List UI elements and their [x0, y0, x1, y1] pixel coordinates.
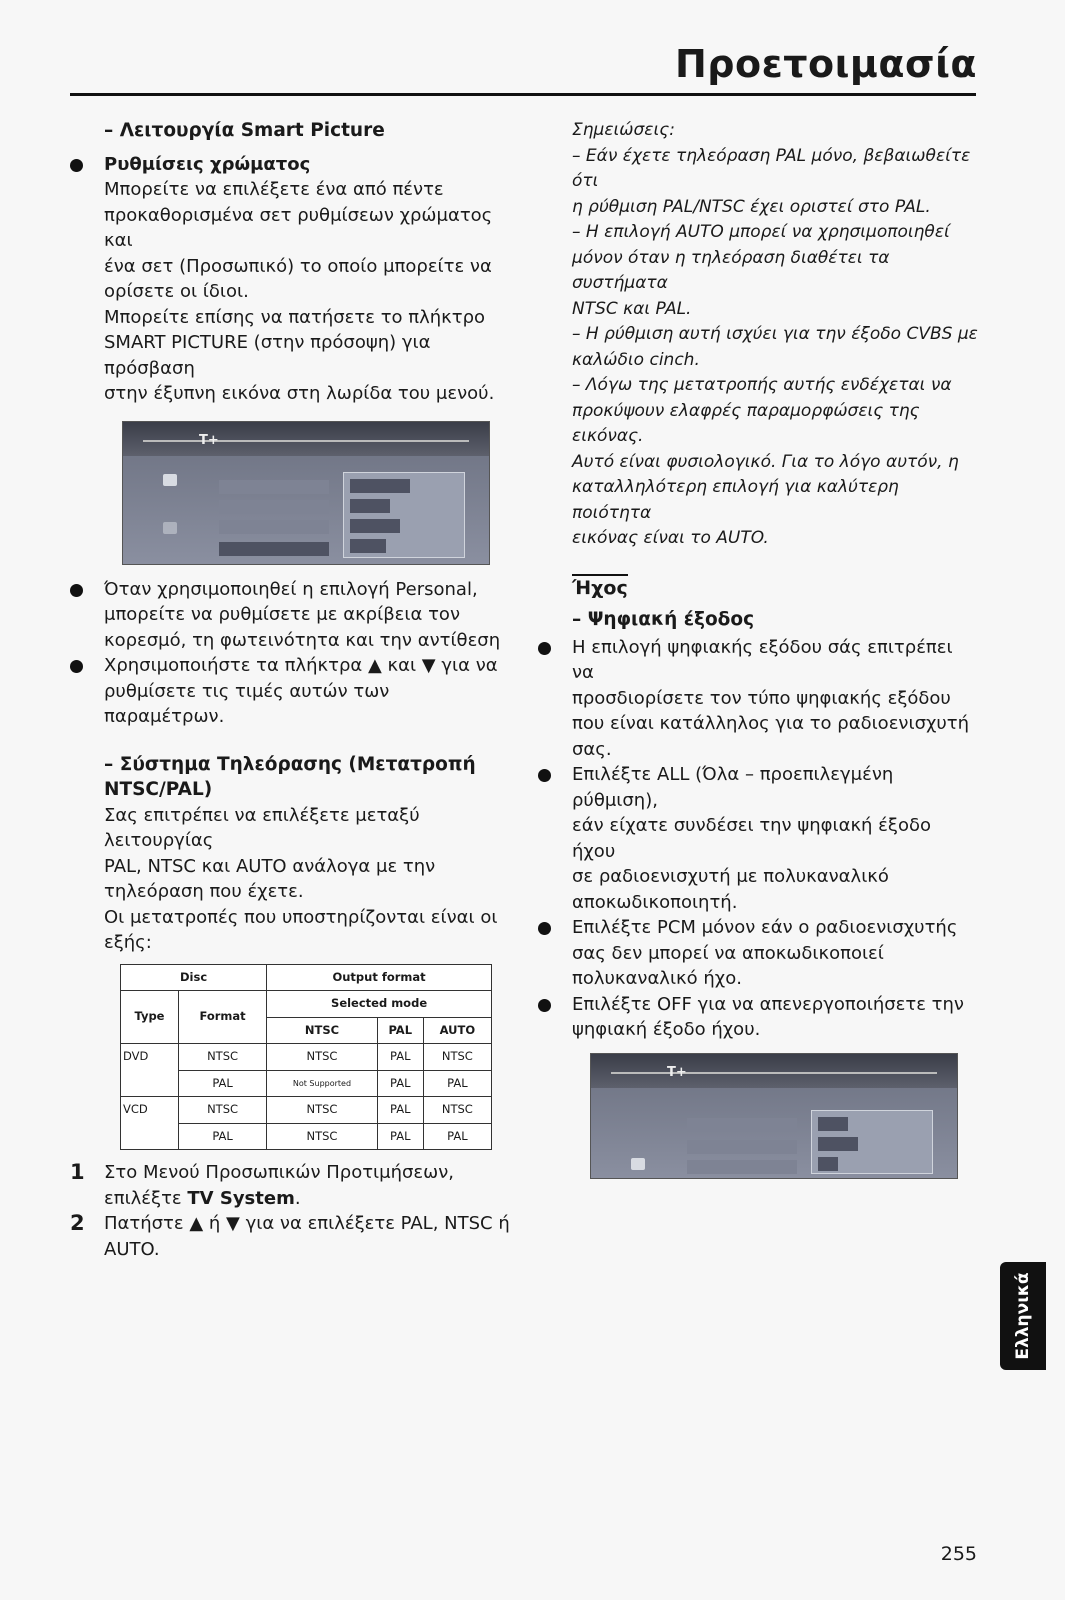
table-cell: PAL [423, 1123, 491, 1150]
bullet-dot [538, 769, 551, 782]
bullet-personal [70, 577, 510, 654]
bullet-4 [538, 992, 978, 1043]
note-line: – Η ρύθμιση αυτή ισχύει για την έξοδο CVBS με [572, 324, 978, 344]
bullet-3 [538, 915, 978, 992]
step-2 [70, 1211, 510, 1262]
table-header: Disc [121, 964, 267, 991]
table-cell: NTSC [267, 1123, 378, 1150]
text-line: σας δεν μπορεί να αποκωδικοποιεί [572, 942, 884, 964]
text-line: ρυθμίσετε τις τιμές αυτών των παραμέτρων. [104, 680, 390, 727]
sound-icon [163, 522, 177, 534]
table-header: NTSC [267, 1017, 378, 1044]
text-line: πολυκαναλικό ήχο. [572, 968, 742, 989]
digital-output-menu-screenshot [590, 1053, 958, 1179]
table-container [70, 964, 510, 1151]
text-line: Οι μετατροπές που υποστηρίζονται είναι οι [104, 906, 498, 928]
text-line: σε ραδιοενισχυτή με πολυκαναλικό [572, 866, 889, 887]
text-span: . [294, 1187, 301, 1209]
smart-picture-heading: – Λειτουργία Smart Picture [104, 120, 385, 141]
text-line: εξής: [104, 932, 152, 953]
text-line: προσδιορίσετε τον τύπο ψηφιακής εξόδου [572, 687, 951, 709]
text-line: AUTO. [104, 1238, 160, 1260]
heading-line: – Σύστημα Τηλεόρασης (Μετατροπή [104, 753, 476, 775]
color-p2-line: Μπορείτε επίσης να πατήσετε το πλήκτρο [104, 306, 486, 328]
table-cell: NTSC [423, 1044, 491, 1071]
table-header: Format [178, 991, 266, 1044]
tv-system-heading [70, 752, 510, 803]
bullet-dot [70, 584, 83, 597]
table-cell: NTSC [423, 1097, 491, 1124]
table-cell: NTSC [178, 1044, 266, 1071]
color-p1-line: ορίσετε οι ίδιοι. [104, 281, 249, 302]
color-p1-line: ένα σετ (Προσωπικό) το οποίο μπορείτε να [104, 255, 492, 277]
table-cell: NTSC [267, 1044, 378, 1071]
text-line: Στο Μενού Προσωπικών Προτιμήσεων, [104, 1162, 454, 1183]
table-cell: PAL [377, 1044, 423, 1071]
step-number: 1 [70, 1160, 85, 1184]
table-row [121, 1097, 492, 1124]
note-line: καλώδιο cinch. [572, 349, 700, 370]
text-line: Όταν χρησιμοποιηθεί η επιλογή Personal, [104, 578, 478, 600]
table-cell: NTSC [267, 1097, 378, 1124]
table-row [121, 1044, 492, 1071]
language-tab [1000, 1262, 1046, 1370]
text-line: εάν είχατε συνδέσει την ψηφιακή έξοδο ήχου [572, 815, 931, 862]
table-cell: DVD [121, 1044, 179, 1097]
tv-system-label: TV System [187, 1187, 295, 1209]
table-cell: PAL [423, 1070, 491, 1097]
text-line: σας. [572, 738, 612, 760]
tv-p2 [70, 905, 510, 956]
tv-p1 [70, 803, 510, 905]
text-line: Η επιλογή ψηφιακής εξόδου σάς επιτρέπει να [572, 636, 953, 683]
bullet-dot [538, 922, 551, 935]
bullet-dot [70, 159, 83, 172]
text-line: Πατήστε ▲ ή ▼ για να επιλέξετε PAL, NTSC ή [104, 1213, 510, 1234]
note-line: NTSC και PAL. [572, 298, 692, 319]
table-header: PAL [377, 1017, 423, 1044]
table-cell: PAL [377, 1097, 423, 1124]
table-cell: PAL [377, 1070, 423, 1097]
note-line: καταλληλότερη επιλογή για καλύτερη ποιότητα [572, 477, 899, 523]
table-cell: PAL [178, 1070, 266, 1097]
color-settings-heading: Ρυθμίσεις χρώματος [104, 153, 311, 175]
table-cell: PAL [377, 1123, 423, 1150]
page-number: 255 [940, 1543, 977, 1565]
step-number: 2 [70, 1211, 85, 1235]
table-header: Selected mode [267, 991, 492, 1018]
text-line: κορεσμό, τη φωτεινότητα και την αντίθεση [104, 629, 501, 651]
options-panel [811, 1110, 933, 1174]
text-line: που είναι κατάλληλος για το ραδιοενισχυτή [572, 713, 970, 734]
table-cell: NTSC [178, 1097, 266, 1124]
text-line: Σας επιτρέπει να επιλέξετε μεταξύ λειτουργίας [104, 804, 420, 851]
note-line: – Η επιλογή AUTO μπορεί να χρησιμοποιηθεί [572, 222, 950, 242]
table-header: Type [121, 991, 179, 1044]
text-line: Επιλέξτε OFF για να απενεργοποιήσετε την [572, 993, 964, 1015]
heading-line: NTSC/PAL) [104, 779, 213, 800]
page-title: Προετοιμασία [674, 42, 977, 86]
text-line: Χρησιμοποιήστε τα πλήκτρα ▲ και ▼ για να [104, 655, 498, 676]
bullet-dot [538, 999, 551, 1012]
text-line: Επιλέξτε ALL (Όλα – προεπιλεγμένη ρύθμιση), [572, 764, 894, 811]
menu-bar: T+ [591, 1054, 957, 1088]
color-p1-line: προκαθορισμένα σετ ρυθμίσεων χρώματος και [104, 204, 493, 251]
menu-bar: T+ [123, 422, 489, 456]
table-header: AUTO [423, 1017, 491, 1044]
note-line: Αυτό είναι φυσιολογικό. Για το λόγο αυτόν, η [572, 451, 959, 472]
smart-picture-menu-screenshot [122, 421, 490, 565]
text-line [104, 1186, 510, 1212]
table-header: Output format [267, 964, 492, 991]
note-line: – Λόγω της μετατροπής αυτής ενδέχεται να [572, 375, 952, 395]
language-tab-label: Ελληνικά [1013, 1272, 1033, 1360]
note-line: προκύψουν ελαφρές παραμορφώσεις της εικόνας. [572, 400, 920, 446]
speaker-icon [631, 1158, 645, 1170]
bullet-dot [70, 660, 83, 673]
notes-heading: Σημειώσεις: [572, 120, 675, 140]
left-column [70, 118, 510, 1262]
color-p1-line: Μπορείτε να επιλέξετε ένα από πέντε [104, 179, 444, 200]
text-line: αποκωδικοποιητή. [572, 891, 738, 913]
text-line: Επιλέξτε PCM μόνον εάν ο ραδιοενισχυτής [572, 917, 958, 938]
note-line: εικόνας είναι το AUTO. [572, 528, 769, 548]
header-rule [70, 93, 976, 96]
right-column [538, 118, 978, 1179]
text-line: μπορείτε να ρυθμίσετε με ακρίβεια τον [104, 604, 460, 625]
bullet-keys [70, 653, 510, 730]
text-line: τηλεόραση που έχετε. [104, 881, 304, 902]
note-line: η ρύθμιση PAL/NTSC έχει οριστεί στο PAL. [572, 196, 931, 217]
color-settings-block [70, 152, 510, 407]
bullet-2 [538, 762, 978, 915]
bullet-1 [538, 635, 978, 763]
sound-heading: Ήχος [572, 574, 628, 602]
table-cell: Not Supported [267, 1070, 378, 1097]
notes [538, 118, 978, 552]
digital-output-heading: – Ψηφιακή έξοδος [572, 609, 755, 630]
note-line: – Εάν έχετε τηλεόραση PAL μόνο, βεβαιωθείτε ότι [572, 145, 971, 191]
options-panel [343, 472, 465, 558]
text-line: PAL, NTSC και AUTO ανάλογα με την [104, 855, 436, 877]
color-p2-line: SMART PICTURE (στην πρόσοψη) για πρόσβαση [104, 332, 431, 379]
step-1 [70, 1160, 510, 1211]
table-cell: VCD [121, 1097, 179, 1150]
note-line: μόνον όταν η τηλεόραση διαθέτει τα συστήματα [572, 247, 890, 293]
text-line: ψηφιακή έξοδο ήχου. [572, 1019, 761, 1040]
conversion-table [120, 964, 492, 1151]
text-span: επιλέξτε [104, 1187, 188, 1209]
table-cell: PAL [178, 1123, 266, 1150]
picture-icon [163, 474, 177, 486]
bullet-dot [538, 642, 551, 655]
color-p2-line: στην έξυπνη εικόνα στη λωρίδα του μενού. [104, 383, 495, 404]
